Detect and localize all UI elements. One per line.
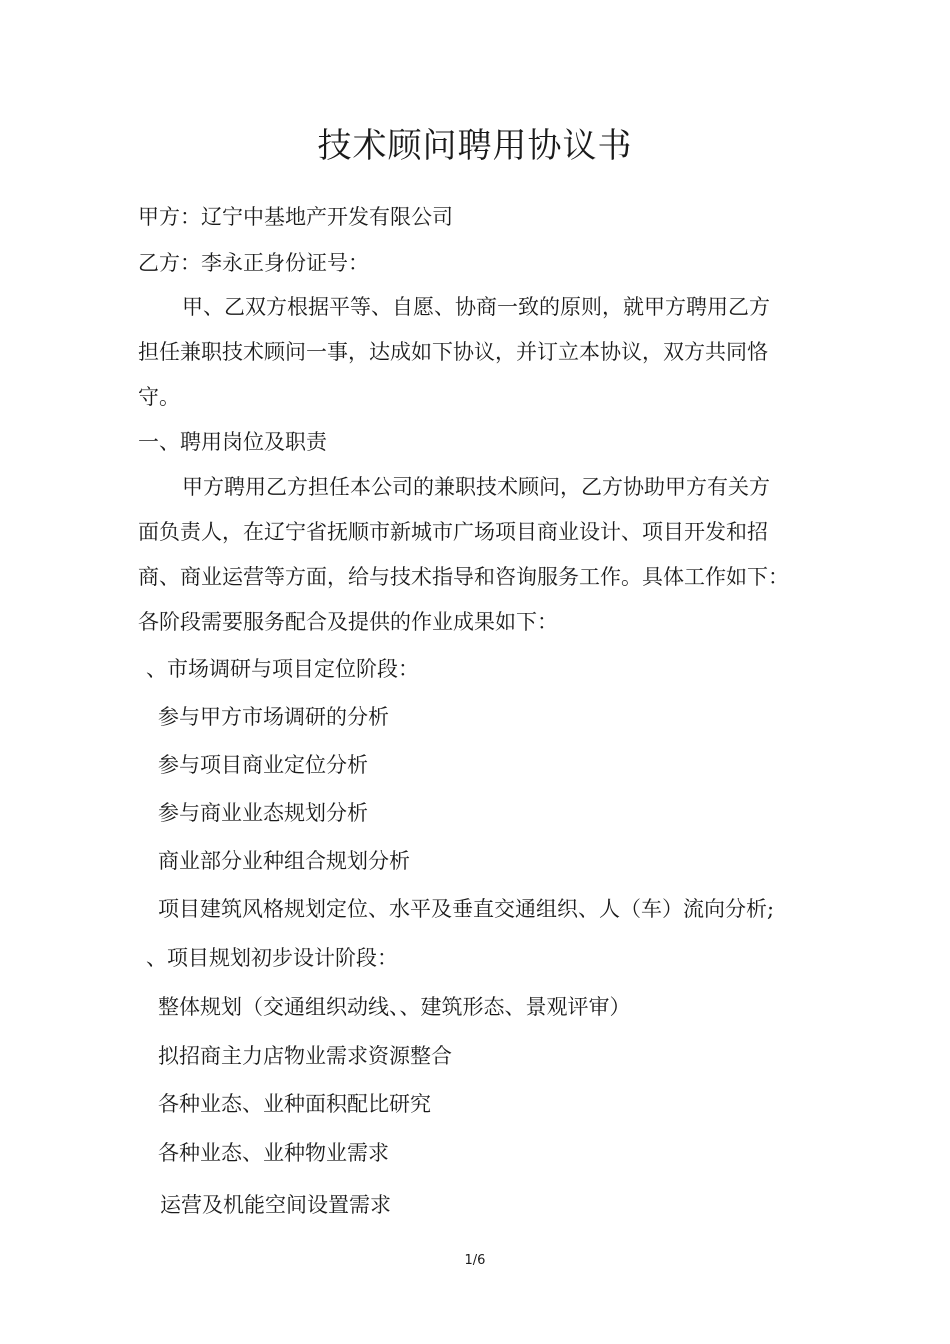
section1-line-3: 商、商业运营等方面，给与技术指导和咨询服务工作。具体工作如下：: [138, 565, 789, 589]
phase1-item: 参与商业业态规划分析: [158, 801, 368, 825]
phase1-item: 项目建筑风格规划定位、水平及垂直交通组织、人（车）流向分析;: [158, 897, 775, 921]
party-a-line: 甲方：辽宁中基地产开发有限公司: [138, 205, 453, 229]
phase2-heading: 、项目规划初步设计阶段：: [146, 946, 398, 970]
intro-line-2: 担任兼职技术顾问一事，达成如下协议，并订立本协议，双方共同恪: [138, 340, 768, 364]
section1-line-2: 面负责人，在辽宁省抚顺市新城市广场项目商业设计、项目开发和招: [138, 520, 768, 544]
document-title: 技术顾问聘用协议书: [317, 126, 633, 166]
intro-line-3: 守。: [138, 385, 180, 409]
phase1-heading: 、市场调研与项目定位阶段：: [146, 657, 419, 681]
phase2-item: 运营及机能空间设置需求: [160, 1193, 391, 1217]
phase2-item: 各种业态、业种面积配比研究: [158, 1092, 431, 1116]
phase2-item: 各种业态、业种物业需求: [158, 1141, 389, 1165]
phase2-item: 拟招商主力店物业需求资源整合: [158, 1044, 452, 1068]
intro-line-1: 甲、乙双方根据平等、自愿、协商一致的原则，就甲方聘用乙方: [182, 295, 770, 319]
phase1-item: 参与项目商业定位分析: [158, 753, 368, 777]
phase1-item: 商业部分业种组合规划分析: [158, 849, 410, 873]
page-number: 1/6: [464, 1253, 486, 1268]
section1-line-1: 甲方聘用乙方担任本公司的兼职技术顾问，乙方协助甲方有关方: [182, 475, 770, 499]
phase1-item: 参与甲方市场调研的分析: [158, 705, 389, 729]
section1-heading: 一、聘用岗位及职责: [138, 430, 327, 454]
phase2-item: 整体规划（交通组织动线、、建筑形态、景观评审）: [158, 995, 631, 1019]
section1-line-4: 各阶段需要服务配合及提供的作业成果如下：: [138, 610, 558, 634]
party-b-line: 乙方：李永正身份证号：: [138, 251, 369, 275]
